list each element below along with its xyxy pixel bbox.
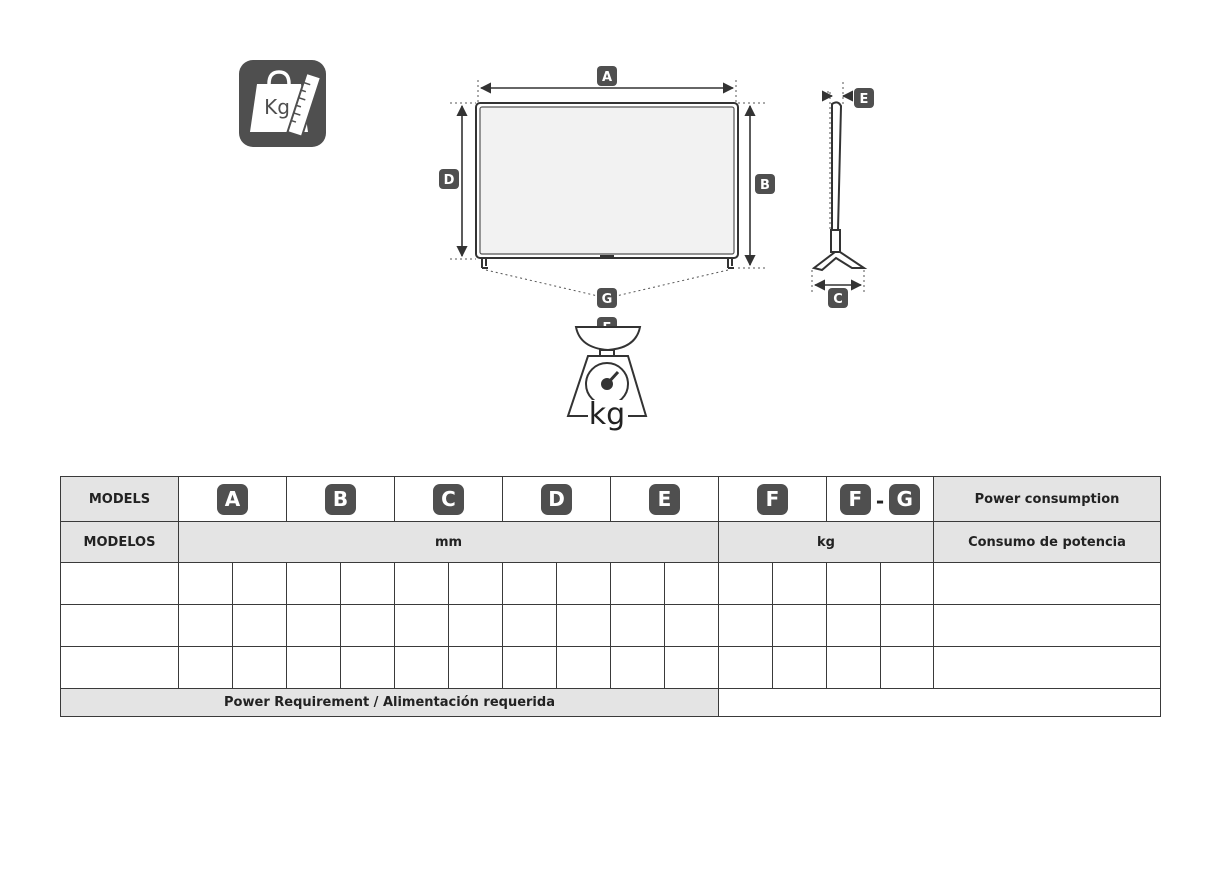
value-cell — [773, 605, 827, 647]
power-consumption-label: Power consumption — [934, 477, 1161, 522]
header-row-letters — [61, 477, 1161, 522]
col-fg-header — [827, 477, 934, 522]
value-cell — [341, 647, 395, 689]
value-cell — [449, 605, 503, 647]
value-cell — [665, 605, 719, 647]
value-cell — [557, 563, 611, 605]
value-cell — [665, 647, 719, 689]
header-row-units — [61, 522, 1161, 563]
value-cell — [557, 605, 611, 647]
col-d-header — [503, 477, 611, 522]
badge-d-label: D — [443, 173, 455, 188]
value-cell — [179, 563, 233, 605]
value-cell — [179, 605, 233, 647]
value-cell — [665, 563, 719, 605]
col-f-badge: F — [757, 484, 788, 515]
value-cell — [719, 647, 773, 689]
value-cell — [611, 605, 665, 647]
power-requirement-row — [61, 689, 1161, 717]
value-cell — [287, 563, 341, 605]
col-d-badge: D — [541, 484, 572, 515]
mm-unit-label: mm — [179, 522, 719, 563]
badge-a-label: A — [601, 70, 613, 85]
value-cell — [719, 563, 773, 605]
col-c-badge: C — [433, 484, 464, 515]
value-cell — [503, 605, 557, 647]
spec-table — [60, 476, 1161, 717]
value-cell — [827, 563, 881, 605]
scale-kg-label: kg — [588, 397, 626, 432]
col-a-header — [179, 477, 287, 522]
value-cell — [611, 563, 665, 605]
value-cell — [449, 647, 503, 689]
consumo-label: Consumo de potencia — [934, 522, 1161, 563]
table-row — [61, 605, 1161, 647]
value-cell — [233, 605, 287, 647]
value-cell — [341, 563, 395, 605]
power-cell — [934, 563, 1161, 605]
col-fg-dash: - — [875, 489, 885, 513]
value-cell — [395, 647, 449, 689]
col-a-badge: A — [217, 484, 248, 515]
models-label: MODELS — [61, 477, 179, 522]
value-cell — [179, 647, 233, 689]
table-row — [61, 563, 1161, 605]
value-cell — [881, 605, 934, 647]
table-row — [61, 647, 1161, 689]
value-cell — [395, 605, 449, 647]
value-cell — [449, 563, 503, 605]
power-cell — [934, 647, 1161, 689]
value-cell — [503, 563, 557, 605]
value-cell — [287, 647, 341, 689]
icon-kg-label: Kg — [264, 95, 290, 119]
power-cell — [934, 605, 1161, 647]
value-cell — [881, 563, 934, 605]
value-cell — [233, 563, 287, 605]
value-cell — [773, 563, 827, 605]
col-e-header — [611, 477, 719, 522]
value-cell — [233, 647, 287, 689]
value-cell — [395, 563, 449, 605]
tv-side-view — [814, 102, 864, 270]
value-cell — [719, 605, 773, 647]
modelos-label: MODELOS — [61, 522, 179, 563]
power-requirement-label: Power Requirement / Alimentación requerida — [61, 689, 719, 717]
col-f-header — [719, 477, 827, 522]
value-cell — [773, 647, 827, 689]
col-c-header — [395, 477, 503, 522]
tv-front-view — [476, 103, 738, 268]
col-fg-badge-g: G — [889, 484, 920, 515]
power-requirement-value — [719, 689, 1161, 717]
kg-unit-label: kg — [719, 522, 934, 563]
value-cell — [287, 605, 341, 647]
model-cell — [61, 647, 179, 689]
col-b-badge: B — [325, 484, 356, 515]
model-cell — [61, 563, 179, 605]
value-cell — [827, 647, 881, 689]
value-cell — [827, 605, 881, 647]
value-cell — [881, 647, 934, 689]
badge-b-label: B — [760, 178, 770, 193]
col-fg-badge-f: F — [840, 484, 871, 515]
col-b-header — [287, 477, 395, 522]
badge-e-label: E — [859, 92, 869, 107]
value-cell — [341, 605, 395, 647]
badge-g-label: G — [601, 292, 613, 307]
value-cell — [557, 647, 611, 689]
value-cell — [503, 647, 557, 689]
value-cell — [611, 647, 665, 689]
model-cell — [61, 605, 179, 647]
badge-c-label: C — [833, 292, 843, 307]
col-e-badge: E — [649, 484, 680, 515]
